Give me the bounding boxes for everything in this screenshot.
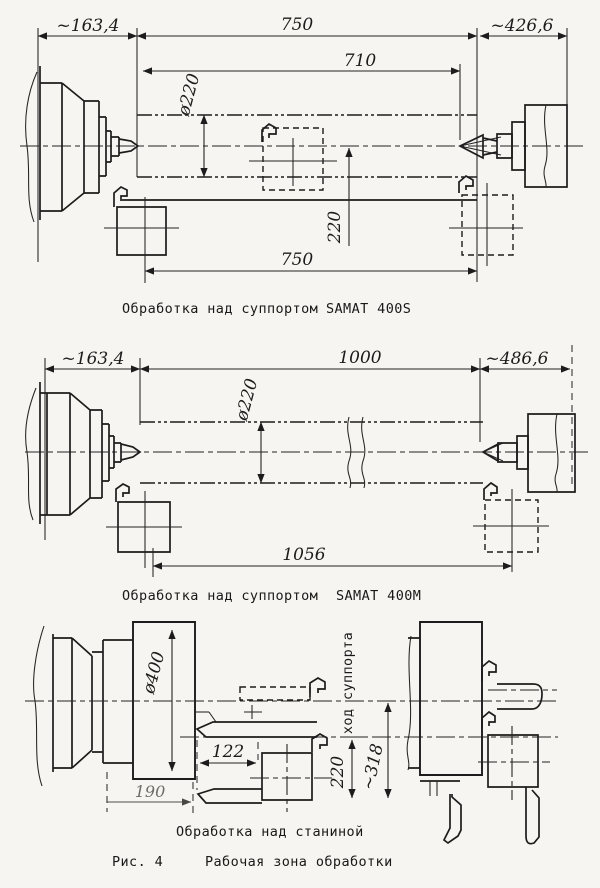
dim-left-overhang-value: ~163,4 (56, 16, 120, 36)
drawing-over-bed (25, 622, 560, 844)
figure-number: Рис. 4 (112, 854, 164, 870)
caption-drawing3 (176, 824, 364, 840)
dimension-left-overhang (38, 16, 137, 36)
model-name: SAMAT 400S (326, 301, 412, 317)
tool-bit (482, 712, 495, 729)
dim-bottom-length-value: 750 (280, 250, 314, 270)
tool-block-left (104, 187, 179, 283)
extension-lines (45, 345, 572, 540)
dimension-bore-width (197, 740, 258, 790)
clamp-hook (444, 794, 461, 843)
tool-block-right-phantom (449, 176, 523, 266)
drawing-samat-400m (25, 345, 592, 604)
caption-text: Обработка над суппортом (122, 301, 319, 317)
tool-lower-right (478, 712, 550, 844)
dim-top-length-value: 1000 (338, 348, 382, 368)
dimension-height-over-support (328, 740, 352, 798)
caption-text: Обработка над суппортом (122, 588, 319, 604)
break-line (555, 414, 558, 492)
dim-height-value: 220 (328, 755, 348, 789)
boring-bar (197, 722, 317, 737)
dimension-bottom-length (153, 545, 512, 577)
drawing-samat-400s (20, 15, 583, 317)
headstock-chuck (34, 626, 133, 786)
dim-bore-width-value: 122 (211, 742, 245, 762)
tailstock (483, 414, 575, 492)
dimension-height-over-support (325, 148, 349, 246)
tool-block-left (106, 484, 182, 568)
dimension-right-overhang (480, 349, 570, 369)
dimension-left-overhang (45, 349, 140, 369)
dimension-top-length (137, 15, 477, 36)
caption-text: Обработка над станиной (176, 824, 364, 840)
dimension-bottom-length (145, 250, 477, 271)
dimension-right-overhang (480, 16, 567, 36)
tool-bit (484, 483, 497, 500)
dimension-between-centers (143, 51, 460, 71)
dim-right-overhang-value: ~486,6 (485, 349, 549, 369)
dim-swing-value: ~318 (358, 742, 388, 792)
tool-bit (262, 124, 276, 142)
dim-chuck-width-value: 190 (134, 782, 166, 801)
tool-bit (310, 678, 325, 697)
tool-block-middle-phantom (249, 124, 337, 190)
break-line (407, 636, 411, 770)
dim-right-overhang-value: ~426,6 (490, 16, 554, 36)
dimension-top-length (140, 348, 480, 369)
dimension-diameter (174, 71, 205, 177)
tool-upper-right (482, 661, 557, 709)
dim-diameter-value: ø220 (231, 376, 263, 423)
dim-height-value: 220 (325, 210, 345, 244)
dim-diameter-value: ø400 (138, 649, 170, 696)
dim-diameter-value: ø220 (173, 71, 205, 118)
workpiece-envelope (20, 115, 583, 177)
dim-bottom-length-value: 1056 (282, 545, 326, 565)
tool-bit (482, 661, 496, 681)
caption-drawing2 (122, 588, 421, 604)
tool-bit (114, 187, 127, 207)
figure-caption (112, 854, 393, 870)
side-tool-phantom (240, 678, 325, 719)
caption-drawing1 (122, 301, 411, 317)
workpiece-envelope (25, 417, 592, 488)
figure-title: Рабочая зона обработки (205, 854, 393, 870)
tool-bar (198, 789, 262, 803)
tool-bit (116, 484, 129, 502)
clamp-hook (526, 787, 539, 844)
dimension-swing (358, 703, 388, 798)
turret-body (407, 622, 482, 843)
travel-label-text: ход суппорта (340, 631, 356, 735)
dim-top-length-value: 750 (280, 15, 314, 35)
tool-block-right-phantom (473, 483, 549, 572)
tool-bit (459, 176, 473, 193)
dim-left-overhang-value: ~163,4 (61, 349, 125, 369)
carriage-travel-label (340, 632, 363, 737)
model-name: SAMAT 400М (336, 588, 422, 604)
dimension-diameter (232, 376, 263, 483)
dim-between-centers-value: 710 (343, 51, 377, 71)
